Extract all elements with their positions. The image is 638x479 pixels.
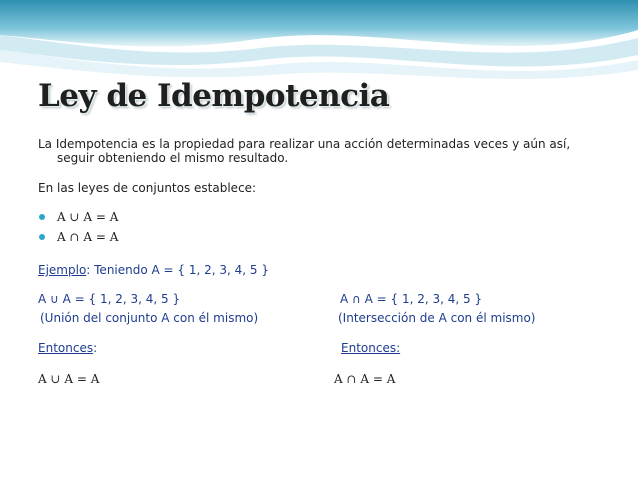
right-description: (Intersección de A con él mismo): [338, 311, 536, 325]
bullet-intersection: A ∩ A = A: [57, 230, 119, 244]
bullet-icon: [39, 234, 45, 240]
header-wave-decoration: [0, 0, 638, 85]
left-then-label: Entonces: [38, 341, 94, 355]
example-text: : Teniendo A = { 1, 2, 3, 4, 5 }: [86, 263, 269, 277]
slide-title: Ley de Idempotencia: [38, 78, 390, 114]
example-label: Ejemplo: [38, 263, 87, 277]
right-result: A ∩ A = A: [334, 372, 396, 386]
left-formula: A ∪ A = { 1, 2, 3, 4, 5 }: [38, 292, 181, 306]
left-then-colon: :: [93, 341, 98, 355]
bullet-union: A ∪ A = A: [57, 210, 119, 224]
intro-line-1: La Idempotencia es la propiedad para realizar una acción determinadas veces y aún así,: [38, 137, 571, 151]
left-result: A ∪ A = A: [38, 372, 100, 386]
right-then-label: Entonces:: [341, 341, 401, 355]
right-formula: A ∩ A = { 1, 2, 3, 4, 5 }: [340, 292, 483, 306]
left-description: (Unión del conjunto A con él mismo): [40, 311, 259, 325]
bullet-icon: [39, 214, 45, 220]
example-line: [38, 263, 269, 277]
left-then: [38, 341, 97, 355]
sets-intro: En las leyes de conjuntos establece:: [38, 181, 257, 195]
intro-line-2: seguir obteniendo el mismo resultado.: [57, 151, 289, 165]
